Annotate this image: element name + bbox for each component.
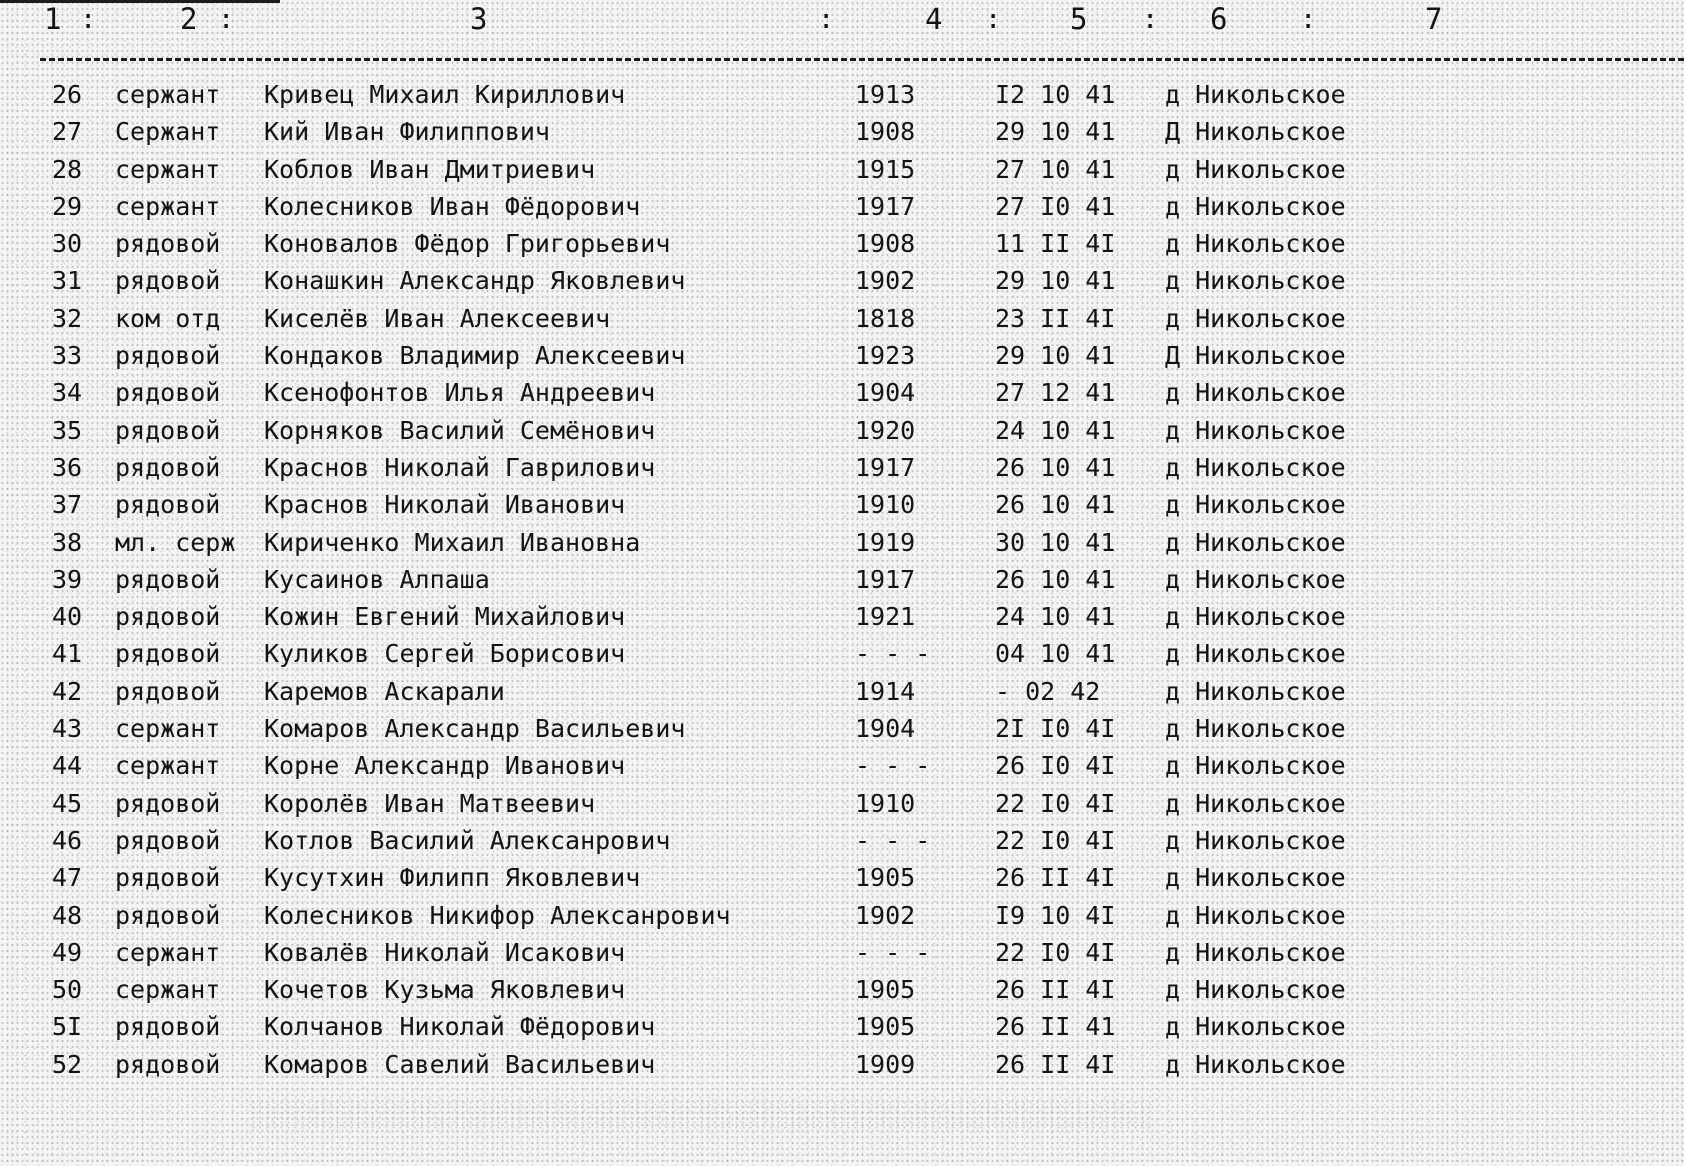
record-date: 27 12 41 bbox=[995, 378, 1116, 408]
record-date: 29 10 41 bbox=[995, 266, 1116, 296]
record-date: 26 10 41 bbox=[995, 452, 1116, 482]
header-col-6: 6 bbox=[1210, 2, 1228, 36]
record-place: д Никольское bbox=[1165, 527, 1346, 557]
record-number: 32 bbox=[52, 303, 83, 333]
record-place: д Никольское bbox=[1165, 975, 1346, 1005]
record-place: д Никольское bbox=[1165, 415, 1346, 445]
record-date: 27 I0 41 bbox=[995, 191, 1116, 221]
record-place: д Никольское bbox=[1165, 1012, 1346, 1042]
record-date: 2I I0 4I bbox=[995, 714, 1116, 744]
record-rank: рядовой bbox=[115, 1012, 221, 1042]
table-row bbox=[0, 936, 1684, 973]
record-birth-year: 1920 bbox=[855, 415, 916, 445]
header-col-2: 2 bbox=[180, 2, 198, 36]
table-row bbox=[0, 153, 1684, 190]
record-date: I9 10 4I bbox=[995, 900, 1116, 930]
record-name: Королёв Иван Матвеевич bbox=[264, 788, 596, 818]
record-place: д Никольское bbox=[1165, 751, 1346, 781]
record-date: 26 II 4I bbox=[995, 975, 1116, 1005]
header-separator: : bbox=[985, 4, 1002, 35]
record-date: 22 I0 4I bbox=[995, 788, 1116, 818]
record-name: Корняков Василий Семёнович bbox=[264, 415, 656, 445]
record-name: Кривец Михаил Кириллович bbox=[264, 80, 626, 109]
record-number: 33 bbox=[52, 341, 83, 371]
record-date: 29 10 41 bbox=[995, 341, 1116, 371]
record-name: Комаров Савелий Васильевич bbox=[264, 1049, 656, 1079]
record-rank: ком отд bbox=[115, 303, 221, 333]
record-birth-year: 1914 bbox=[855, 676, 916, 706]
table-row bbox=[0, 190, 1684, 227]
record-rank: сержант bbox=[115, 937, 221, 967]
record-birth-year: - - - bbox=[855, 937, 931, 967]
record-birth-year: 1902 bbox=[855, 266, 916, 296]
header-col-1: 1 bbox=[44, 2, 62, 36]
record-birth-year: 1909 bbox=[855, 1049, 916, 1079]
record-date: 22 I0 4I bbox=[995, 937, 1116, 967]
record-rank: сержант bbox=[115, 975, 221, 1005]
header-dashed-rule bbox=[40, 58, 1684, 61]
table-row bbox=[0, 115, 1684, 152]
record-date: 26 II 4I bbox=[995, 863, 1116, 893]
record-name: Краснов Николай Гаврилович bbox=[264, 452, 656, 482]
record-name: Кий Иван Филиппович bbox=[264, 117, 550, 147]
record-place: д Никольское bbox=[1165, 191, 1346, 221]
record-place: д Никольское bbox=[1165, 825, 1346, 855]
table-row bbox=[0, 749, 1684, 786]
table-row bbox=[0, 78, 1684, 115]
record-date: 26 I0 4I bbox=[995, 751, 1116, 781]
record-number: 43 bbox=[52, 714, 83, 744]
record-date: 26 10 41 bbox=[995, 564, 1116, 594]
record-date: 29 10 41 bbox=[995, 117, 1116, 147]
record-rank: сержант bbox=[115, 714, 221, 744]
record-date: 23 II 4I bbox=[995, 303, 1116, 333]
table-row bbox=[0, 451, 1684, 488]
record-date: - 02 42 bbox=[995, 676, 1101, 706]
record-birth-year: 1818 bbox=[855, 303, 916, 333]
record-birth-year: 1921 bbox=[855, 602, 916, 632]
record-name: Ксенофонтов Илья Андреевич bbox=[264, 378, 656, 408]
record-number: 42 bbox=[52, 676, 83, 706]
header-separator: : bbox=[218, 4, 235, 35]
record-birth-year: 1902 bbox=[855, 900, 916, 930]
record-place: д Никольское bbox=[1165, 229, 1346, 259]
table-row bbox=[0, 973, 1684, 1010]
record-name: Коблов Иван Дмитриевич bbox=[264, 154, 596, 184]
record-date: 22 I0 4I bbox=[995, 825, 1116, 855]
record-number: 45 bbox=[52, 788, 83, 818]
column-header bbox=[0, 0, 1684, 44]
table-row bbox=[0, 302, 1684, 339]
record-rank: рядовой bbox=[115, 1049, 221, 1079]
record-rank: рядовой bbox=[115, 564, 221, 594]
record-rank: рядовой bbox=[115, 639, 221, 669]
record-name: Конашкин Александр Яковлевич bbox=[264, 266, 686, 296]
record-date: I2 10 41 bbox=[995, 80, 1116, 109]
record-birth-year: 1905 bbox=[855, 975, 916, 1005]
record-place: д Никольское bbox=[1165, 676, 1346, 706]
record-number: 50 bbox=[52, 975, 83, 1005]
record-place: д Никольское bbox=[1165, 378, 1346, 408]
header-separator: : bbox=[1142, 4, 1159, 35]
record-place: д Никольское bbox=[1165, 639, 1346, 669]
record-name: Каремов Аскарали bbox=[264, 676, 505, 706]
header-col-4: 4 bbox=[925, 2, 943, 36]
record-number: 39 bbox=[52, 564, 83, 594]
record-number: 41 bbox=[52, 639, 83, 669]
record-birth-year: 1923 bbox=[855, 341, 916, 371]
record-birth-year: 1913 bbox=[855, 80, 916, 109]
record-birth-year: 1905 bbox=[855, 863, 916, 893]
record-rank: рядовой bbox=[115, 229, 221, 259]
record-place: Д Никольское bbox=[1165, 341, 1346, 371]
table-row bbox=[0, 899, 1684, 936]
record-rank: Сержант bbox=[115, 117, 221, 147]
record-number: 30 bbox=[52, 229, 83, 259]
record-number: 37 bbox=[52, 490, 83, 520]
record-name: Куликов Сергей Борисович bbox=[264, 639, 626, 669]
record-rank: рядовой bbox=[115, 415, 221, 445]
record-number: 26 bbox=[52, 80, 83, 109]
table-row bbox=[0, 712, 1684, 749]
record-rank: рядовой bbox=[115, 788, 221, 818]
record-birth-year: 1910 bbox=[855, 490, 916, 520]
record-date: 11 II 4I bbox=[995, 229, 1116, 259]
record-name: Колесников Иван Фёдорович bbox=[264, 191, 641, 221]
table-row bbox=[0, 787, 1684, 824]
record-birth-year: - - - bbox=[855, 825, 931, 855]
header-col-5: 5 bbox=[1070, 2, 1088, 36]
record-rank: рядовой bbox=[115, 900, 221, 930]
record-rank: рядовой bbox=[115, 452, 221, 482]
record-number: 49 bbox=[52, 937, 83, 967]
record-number: 5I bbox=[52, 1012, 83, 1042]
record-birth-year: 1915 bbox=[855, 154, 916, 184]
record-date: 26 II 4I bbox=[995, 1049, 1116, 1079]
record-name: Кириченко Михаил Ивановна bbox=[264, 527, 641, 557]
record-birth-year: 1910 bbox=[855, 788, 916, 818]
record-birth-year: 1908 bbox=[855, 229, 916, 259]
table-row bbox=[0, 1048, 1684, 1085]
record-date: 24 10 41 bbox=[995, 602, 1116, 632]
record-place: д Никольское bbox=[1165, 490, 1346, 520]
record-birth-year: 1919 bbox=[855, 527, 916, 557]
record-place: д Никольское bbox=[1165, 266, 1346, 296]
record-rank: рядовой bbox=[115, 602, 221, 632]
record-place: д Никольское bbox=[1165, 900, 1346, 930]
record-name: Коновалов Фёдор Григорьевич bbox=[264, 229, 671, 259]
record-place: д Никольское bbox=[1165, 714, 1346, 744]
record-number: 35 bbox=[52, 415, 83, 445]
record-list bbox=[0, 78, 1684, 1085]
record-number: 34 bbox=[52, 378, 83, 408]
record-date: 30 10 41 bbox=[995, 527, 1116, 557]
record-birth-year: 1917 bbox=[855, 564, 916, 594]
record-number: 46 bbox=[52, 825, 83, 855]
record-place: д Никольское bbox=[1165, 154, 1346, 184]
record-name: Колчанов Николай Фёдорович bbox=[264, 1012, 656, 1042]
table-row bbox=[0, 339, 1684, 376]
record-number: 38 bbox=[52, 527, 83, 557]
record-number: 48 bbox=[52, 900, 83, 930]
table-row bbox=[0, 1010, 1684, 1047]
record-rank: рядовой bbox=[115, 378, 221, 408]
record-date: 27 10 41 bbox=[995, 154, 1116, 184]
record-place: д Никольское bbox=[1165, 303, 1346, 333]
record-name: Кусутхин Филипп Яковлевич bbox=[264, 863, 641, 893]
table-row bbox=[0, 376, 1684, 413]
record-rank: мл. серж bbox=[115, 527, 236, 557]
table-row bbox=[0, 824, 1684, 861]
table-row bbox=[0, 264, 1684, 301]
record-birth-year: - - - bbox=[855, 751, 931, 781]
record-birth-year: 1904 bbox=[855, 714, 916, 744]
record-birth-year: 1917 bbox=[855, 452, 916, 482]
record-rank: рядовой bbox=[115, 341, 221, 371]
record-name: Комаров Александр Васильевич bbox=[264, 714, 686, 744]
record-number: 28 bbox=[52, 154, 83, 184]
record-date: 26 10 41 bbox=[995, 490, 1116, 520]
record-place: д Никольское bbox=[1165, 80, 1346, 109]
record-number: 52 bbox=[52, 1049, 83, 1079]
record-birth-year: 1905 bbox=[855, 1012, 916, 1042]
record-number: 31 bbox=[52, 266, 83, 296]
record-rank: сержант bbox=[115, 154, 221, 184]
header-separator: : bbox=[818, 4, 835, 35]
record-name: Киселёв Иван Алексеевич bbox=[264, 303, 611, 333]
record-birth-year: 1904 bbox=[855, 378, 916, 408]
table-row bbox=[0, 526, 1684, 563]
record-rank: сержант bbox=[115, 80, 221, 109]
table-row bbox=[0, 637, 1684, 674]
table-row bbox=[0, 488, 1684, 525]
record-place: д Никольское bbox=[1165, 452, 1346, 482]
record-place: д Никольское bbox=[1165, 788, 1346, 818]
record-number: 29 bbox=[52, 191, 83, 221]
record-birth-year: 1908 bbox=[855, 117, 916, 147]
record-name: Ковалёв Николай Исакович bbox=[264, 937, 626, 967]
header-separator: : bbox=[80, 4, 97, 35]
record-rank: рядовой bbox=[115, 676, 221, 706]
record-rank: рядовой bbox=[115, 825, 221, 855]
record-date: 26 II 41 bbox=[995, 1012, 1116, 1042]
record-number: 47 bbox=[52, 863, 83, 893]
record-name: Кондаков Владимир Алексеевич bbox=[264, 341, 686, 371]
record-number: 27 bbox=[52, 117, 83, 147]
record-place: д Никольское bbox=[1165, 564, 1346, 594]
record-number: 36 bbox=[52, 452, 83, 482]
header-col-3: 3 bbox=[470, 2, 488, 36]
table-row bbox=[0, 563, 1684, 600]
record-name: Котлов Василий Алексанрович bbox=[264, 825, 671, 855]
table-row bbox=[0, 227, 1684, 264]
table-row bbox=[0, 861, 1684, 898]
record-name: Кожин Евгений Михайлович bbox=[264, 602, 626, 632]
record-number: 40 bbox=[52, 602, 83, 632]
record-place: д Никольское bbox=[1165, 602, 1346, 632]
table-row bbox=[0, 675, 1684, 712]
header-col-7: 7 bbox=[1425, 2, 1443, 36]
record-birth-year: - - - bbox=[855, 639, 931, 669]
record-date: 04 10 41 bbox=[995, 639, 1116, 669]
record-date: 24 10 41 bbox=[995, 415, 1116, 445]
table-row bbox=[0, 600, 1684, 637]
record-name: Корне Александр Иванович bbox=[264, 751, 626, 781]
record-rank: рядовой bbox=[115, 863, 221, 893]
record-number: 44 bbox=[52, 751, 83, 781]
record-place: д Никольское bbox=[1165, 863, 1346, 893]
record-place: д Никольское bbox=[1165, 1049, 1346, 1079]
table-row bbox=[0, 414, 1684, 451]
record-place: д Никольское bbox=[1165, 937, 1346, 967]
record-rank: рядовой bbox=[115, 266, 221, 296]
record-place: Д Никольское bbox=[1165, 117, 1346, 147]
record-name: Кусаинов Алпаша bbox=[264, 564, 490, 594]
record-birth-year: 1917 bbox=[855, 191, 916, 221]
record-name: Кочетов Кузьма Яковлевич bbox=[264, 975, 626, 1005]
record-rank: сержант bbox=[115, 751, 221, 781]
record-rank: сержант bbox=[115, 191, 221, 221]
footer-smudge bbox=[250, 1100, 1150, 1130]
record-name: Колесников Никифор Алексанрович bbox=[264, 900, 731, 930]
record-rank: рядовой bbox=[115, 490, 221, 520]
header-separator: : bbox=[1300, 4, 1317, 35]
record-name: Краснов Николай Иванович bbox=[264, 490, 626, 520]
